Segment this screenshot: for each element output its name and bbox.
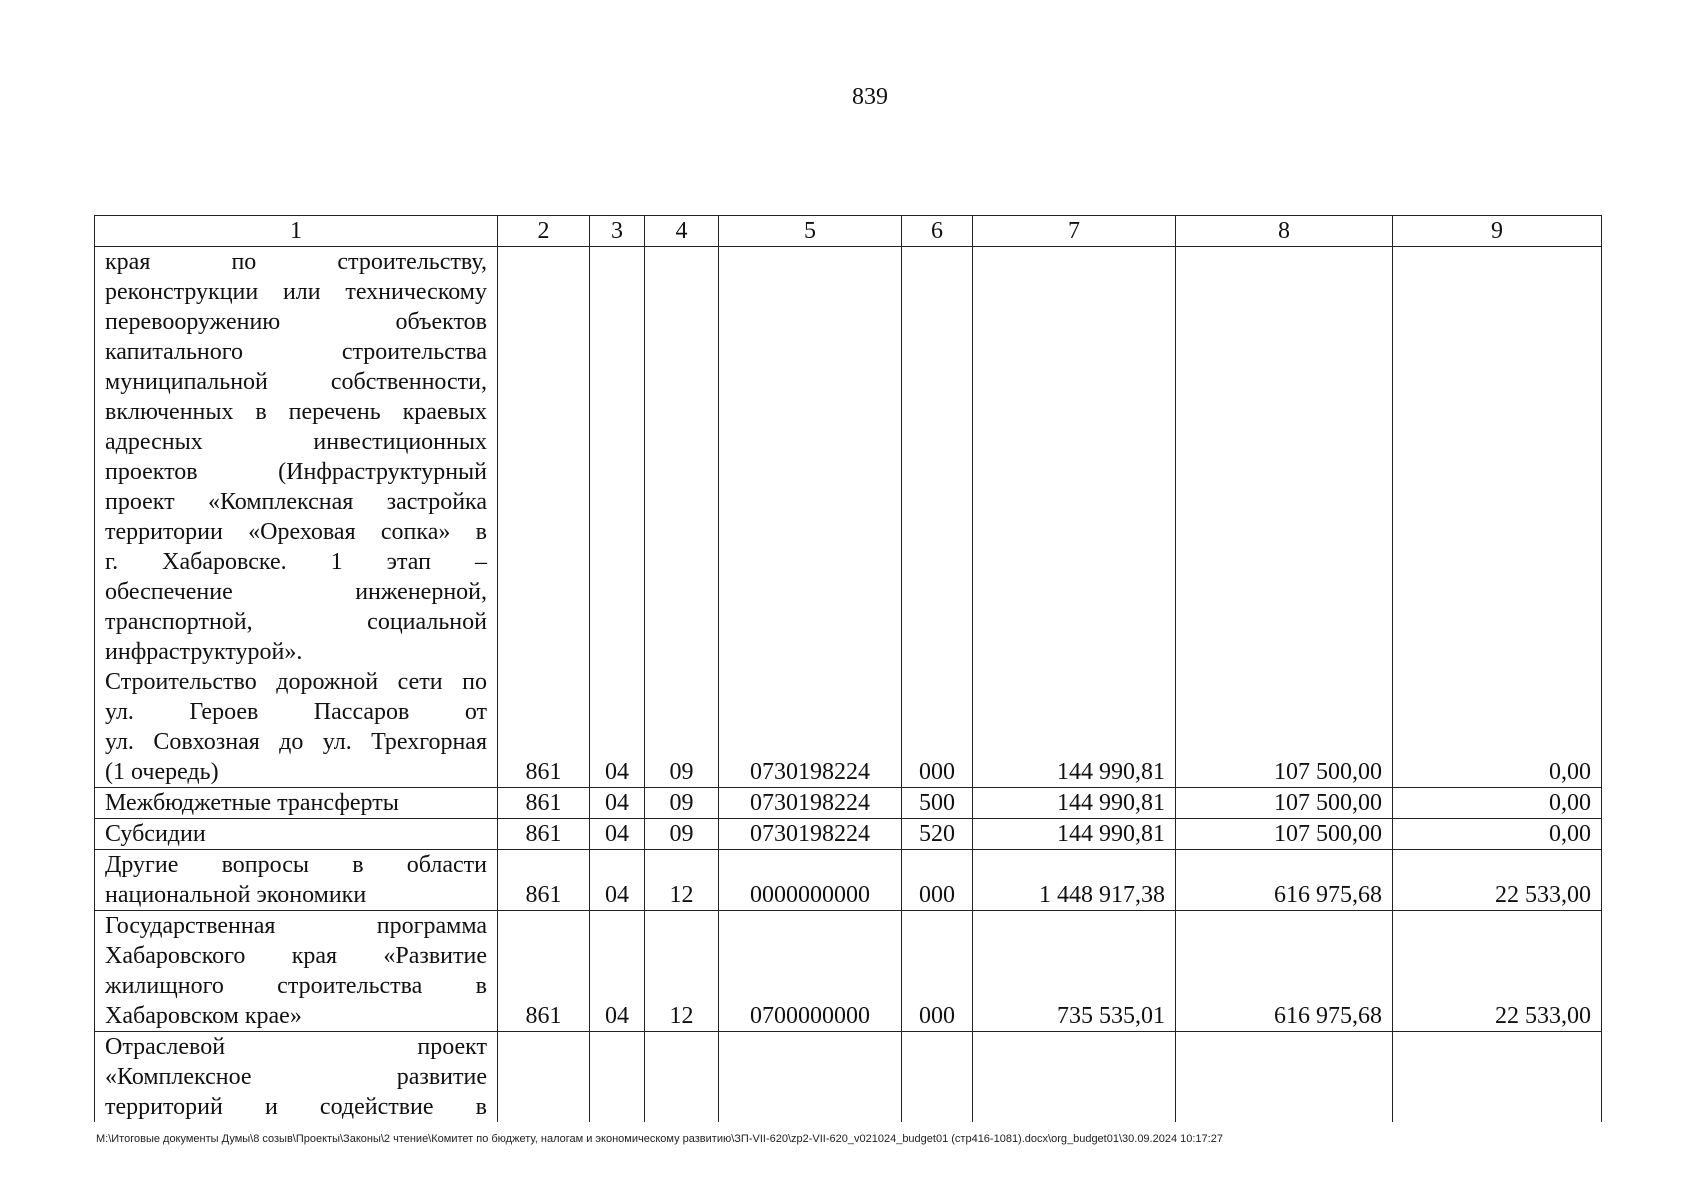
- table-row: [95, 788, 1602, 819]
- column-header: 8: [1176, 216, 1393, 247]
- expense-name-line: включенных в перечень краевых: [105, 399, 487, 425]
- expense-name-line: Государственная программа: [105, 913, 487, 939]
- expense-name-cell: [95, 819, 498, 850]
- amount-cell: 107 500,00: [1176, 247, 1393, 788]
- amount-cell: 735 535,01: [973, 911, 1176, 1032]
- expense-name-line: (1 очередь): [105, 759, 219, 785]
- expense-name-line: Межбюджетные трансферты: [105, 790, 399, 816]
- amount-cell: 0,00: [1393, 247, 1602, 788]
- expense-name-line: транспортной, социальной: [105, 609, 487, 635]
- amount-cell: 144 990,81: [973, 247, 1176, 788]
- amount-cell: [1393, 1032, 1602, 1123]
- subsection-code-cell: 12: [645, 850, 719, 911]
- expense-name-cell: [95, 247, 498, 788]
- expense-name-line: проектов (Инфраструктурный: [105, 459, 487, 485]
- section-code-cell: 04: [590, 819, 645, 850]
- budget-table: [94, 215, 1602, 1122]
- expense-name-line: Отраслевой проект: [105, 1034, 487, 1060]
- amount-cell: 616 975,68: [1176, 911, 1393, 1032]
- amount-cell: 144 990,81: [973, 788, 1176, 819]
- page-number: 839: [852, 84, 888, 110]
- expense-name-line: края по строительству,: [105, 249, 487, 275]
- table-row: [95, 850, 1602, 911]
- document-path-footer: M:\Итоговые документы Думы\8 созыв\Проекты\Законы\2 чтение\Комитет по бюджету, налогам и экономическому развитию\ЗП-VII-620\zp2-VII-620_v021024_budget01 (стр416-1081).docx\org_budget01\30.09.2024 10:17:27: [96, 1133, 1223, 1145]
- expense-name-line: «Комплексное развитие: [105, 1064, 487, 1090]
- expense-type-code-cell: 000: [902, 850, 973, 911]
- expense-name-line: обеспечение инженерной,: [105, 579, 487, 605]
- target-item-code-cell: 0730198224: [719, 788, 902, 819]
- expense-name-line: национальной экономики: [105, 882, 367, 908]
- amount-cell: 144 990,81: [973, 819, 1176, 850]
- expense-name-cell: [95, 850, 498, 911]
- expense-name-line: реконструкции или техническому: [105, 279, 487, 305]
- ministry-code-cell: 861: [498, 819, 590, 850]
- subsection-code-cell: 12: [645, 911, 719, 1032]
- subsection-code-cell: [645, 1032, 719, 1123]
- amount-cell: 22 533,00: [1393, 911, 1602, 1032]
- expense-name-line: г. Хабаровске. 1 этап –: [105, 549, 487, 575]
- table-row: [95, 1032, 1602, 1123]
- table-row: [95, 819, 1602, 850]
- section-code-cell: [590, 1032, 645, 1123]
- ministry-code-cell: 861: [498, 911, 590, 1032]
- expense-name-line: инфраструктурой».: [105, 639, 303, 665]
- ministry-code-cell: [498, 1032, 590, 1123]
- column-header: 3: [590, 216, 645, 247]
- amount-cell: 0,00: [1393, 819, 1602, 850]
- subsection-code-cell: 09: [645, 819, 719, 850]
- expense-name-line: муниципальной собственности,: [105, 369, 487, 395]
- section-code-cell: 04: [590, 850, 645, 911]
- expense-name-line: капитального строительства: [105, 339, 487, 365]
- table-row: [95, 911, 1602, 1032]
- amount-cell: 22 533,00: [1393, 850, 1602, 911]
- column-header: 4: [645, 216, 719, 247]
- column-header: 7: [973, 216, 1176, 247]
- expense-name-line: Хабаровского края «Развитие: [105, 943, 487, 969]
- section-code-cell: 04: [590, 911, 645, 1032]
- column-header: 1: [95, 216, 498, 247]
- target-item-code-cell: 0730198224: [719, 247, 902, 788]
- expense-name-line: перевооружению объектов: [105, 309, 487, 335]
- amount-cell: 1 448 917,38: [973, 850, 1176, 911]
- expense-type-code-cell: 520: [902, 819, 973, 850]
- column-number-row: [95, 216, 1602, 247]
- ministry-code-cell: 861: [498, 788, 590, 819]
- expense-name-line: Хабаровском крае»: [105, 1003, 302, 1029]
- table-row: [95, 247, 1602, 788]
- expense-name-line: жилищного строительства в: [105, 973, 487, 999]
- expense-name-line: Другие вопросы в области: [105, 852, 487, 878]
- amount-cell: [1176, 1032, 1393, 1123]
- expense-name-line: территорий и содействие в: [105, 1094, 487, 1120]
- target-item-code-cell: 0700000000: [719, 911, 902, 1032]
- column-header: 5: [719, 216, 902, 247]
- expense-name-line: Субсидии: [105, 821, 206, 847]
- target-item-code-cell: 0000000000: [719, 850, 902, 911]
- expense-name-cell: [95, 911, 498, 1032]
- column-header: 9: [1393, 216, 1602, 247]
- expense-type-code-cell: 500: [902, 788, 973, 819]
- expense-name-line: адресных инвестиционных: [105, 429, 487, 455]
- amount-cell: 616 975,68: [1176, 850, 1393, 911]
- amount-cell: [973, 1032, 1176, 1123]
- table-body: [95, 247, 1602, 1123]
- expense-name-line: ул. Совхозная до ул. Трехгорная: [105, 729, 487, 755]
- expense-name-cell: [95, 1032, 498, 1123]
- target-item-code-cell: 0730198224: [719, 819, 902, 850]
- expense-type-code-cell: [902, 1032, 973, 1123]
- expense-name-line: ул. Героев Пассаров от: [105, 699, 487, 725]
- expense-name-cell: [95, 788, 498, 819]
- expense-name-line: проект «Комплексная застройка: [105, 489, 487, 515]
- expense-name-line: Строительство дорожной сети по: [105, 669, 487, 695]
- subsection-code-cell: 09: [645, 788, 719, 819]
- target-item-code-cell: [719, 1032, 902, 1123]
- expense-type-code-cell: 000: [902, 247, 973, 788]
- column-header: 6: [902, 216, 973, 247]
- amount-cell: 0,00: [1393, 788, 1602, 819]
- amount-cell: 107 500,00: [1176, 788, 1393, 819]
- expense-name-line: территории «Ореховая сопка» в: [105, 519, 487, 545]
- ministry-code-cell: 861: [498, 850, 590, 911]
- ministry-code-cell: 861: [498, 247, 590, 788]
- subsection-code-cell: 09: [645, 247, 719, 788]
- amount-cell: 107 500,00: [1176, 819, 1393, 850]
- expense-type-code-cell: 000: [902, 911, 973, 1032]
- section-code-cell: 04: [590, 788, 645, 819]
- column-header: 2: [498, 216, 590, 247]
- section-code-cell: 04: [590, 247, 645, 788]
